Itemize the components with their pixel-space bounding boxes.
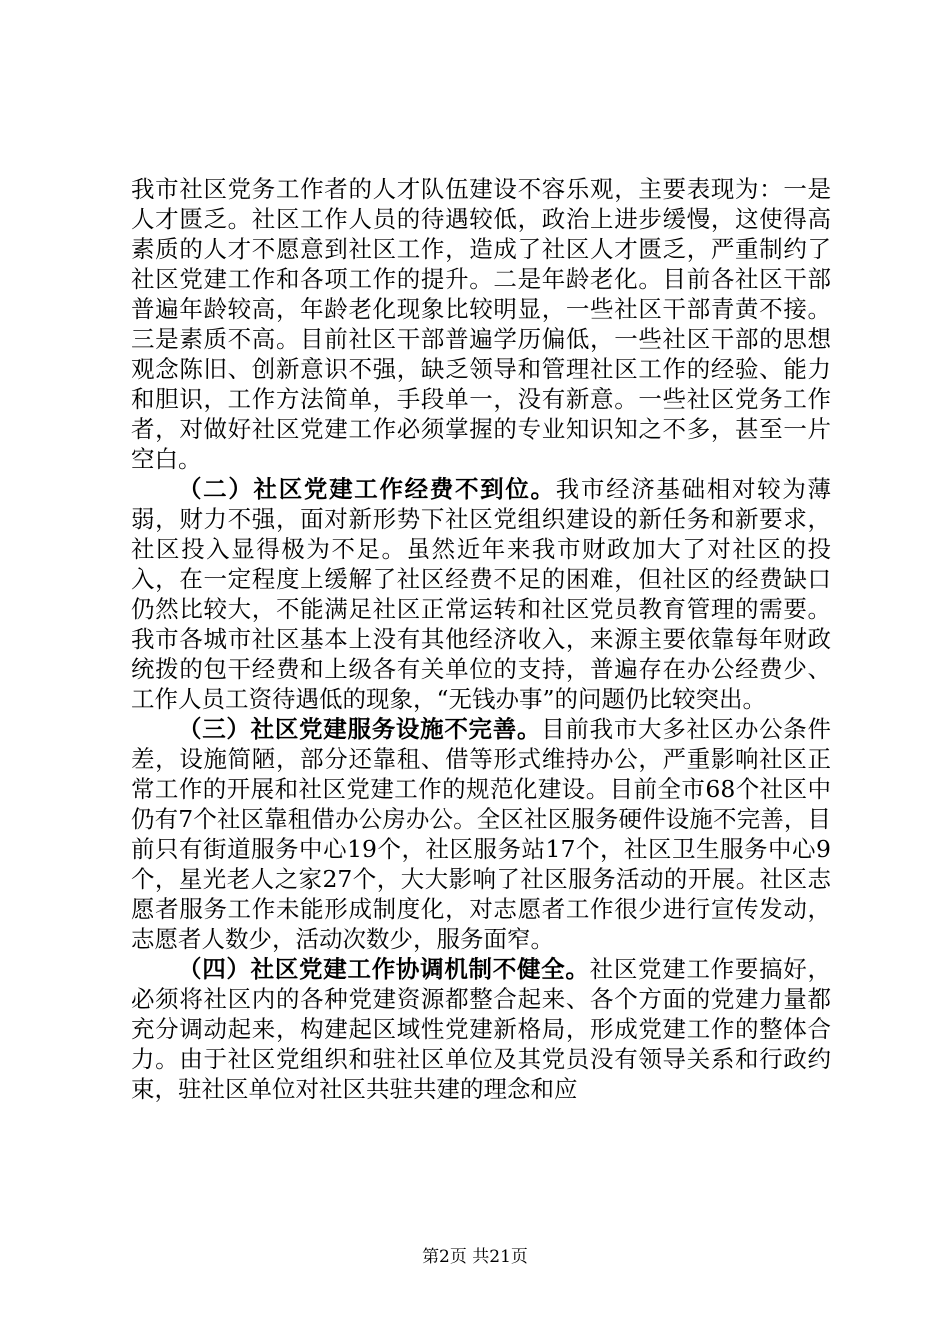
page-footer: 第2页 共21页 (422, 1247, 528, 1267)
paragraph-1 (131, 174, 831, 474)
paragraph-3 (131, 714, 831, 954)
paragraph-4 (131, 954, 831, 1104)
section-heading-4: （四）社区党建工作协调机制不健全。 (178, 955, 590, 983)
section-heading-3: （三）社区党建服务设施不完善。 (178, 715, 542, 743)
paragraph-2-text: 我市经济基础相对较为薄弱，财力不强，面对新形势下社区党组织建设的新任务和新要求，社区投入显得极为不足。虽然近年来我市财政加大了对社区的投入，在一定程度上缓解了社区经费不足的困难，但社区的经费缺口仍然比较大，不能满足社区正常运转和社区党员教育管理的需要。我市各城市社区基本上没有其他经济收入，来源主要依靠每年财政统拨的包干经费和上级各有关单位的支持，普遍存在办公经费少、工作人员工资待遇低的现象，“无钱办事”的问题仍比较突出。 (131, 475, 832, 713)
document-body (131, 174, 831, 1104)
paragraph-1-text: 我市社区党务工作者的人才队伍建设不容乐观，主要表现为：一是人才匮乏。社区工作人员的待遇较低，政治上进步缓慢，这使得高素质的人才不愿意到社区工作，造成了社区人才匮乏，严重制约了社区党建工作和各项工作的提升。二是年龄老化。目前各社区干部普遍年龄较高，年龄老化现象比较明显，一些社区干部青黄不接。三是素质不高。目前社区干部普遍学历偏低，一些社区干部的思想观念陈旧、创新意识不强，缺乏领导和管理社区工作的经验、能力和胆识，工作方法简单，手段单一，没有新意。一些社区党务工作者，对做好社区党建工作必须掌握的专业知识知之不多，甚至一片空白。 (131, 175, 831, 473)
paragraph-2 (131, 474, 831, 714)
paragraph-3-text: 目前我市大多社区办公条件差，设施简陋，部分还靠租、借等形式维持办公，严重影响社区正常工作的开展和社区党建工作的规范化建设。目前全市68个社区中仍有7个社区靠租借办公房办公。全区社区服务硬件设施不完善，目前只有街道服务中心19个，社区服务站17个，社区卫生服务中心9个，星光老人之家27个，大大影响了社区服务活动的开展。社区志愿者服务工作未能形成制度化，对志愿者工作很少进行宣传发动，志愿者人数少，活动次数少，服务面窄。 (131, 715, 832, 953)
paragraph-4-text: 社区党建工作要搞好，必须将社区内的各种党建资源都整合起来、各个方面的党建力量都充分调动起来，构建起区域性党建新格局，形成党建工作的整体合力。由于社区党组织和驻社区单位及其党员没有领导关系和行政约束，驻社区单位对社区共驻共建的理念和应 (131, 955, 832, 1103)
section-heading-2: （二）社区党建工作经费不到位。 (178, 475, 556, 503)
